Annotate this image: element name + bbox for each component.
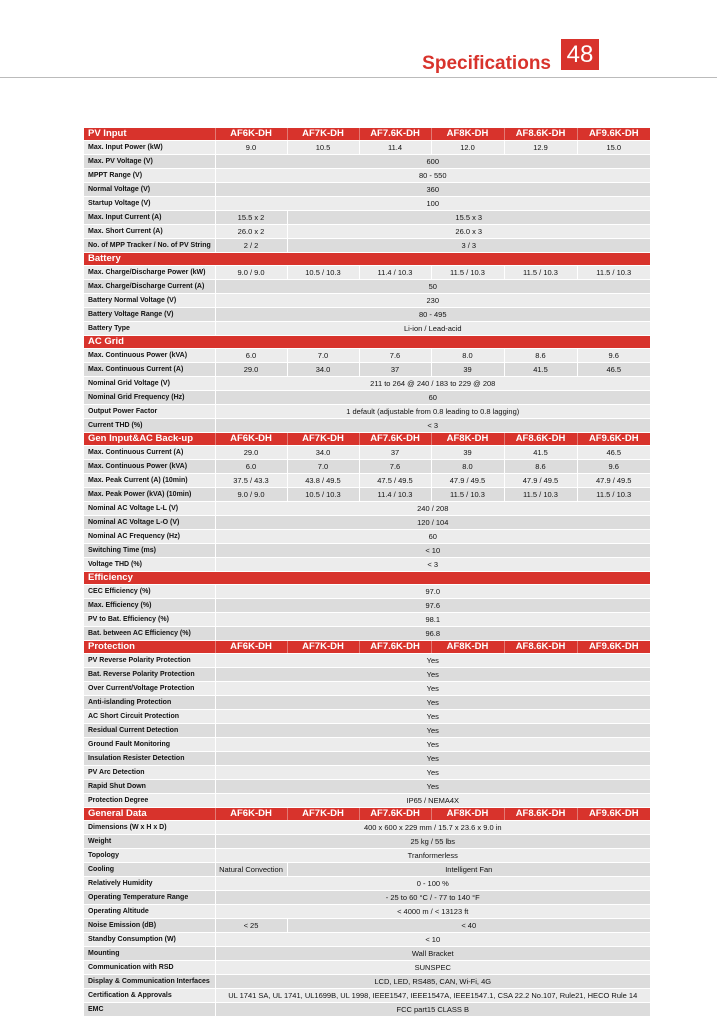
- spec-label: Topology: [84, 849, 215, 863]
- spec-row: [84, 183, 650, 197]
- spec-row: [84, 919, 650, 933]
- spec-label: Communication with RSD: [84, 961, 215, 975]
- spec-label: Max. Short Current (A): [84, 225, 215, 239]
- specifications-table: [84, 128, 650, 1017]
- spec-row: [84, 558, 650, 572]
- spec-label: No. of MPP Tracker / No. of PV String: [84, 239, 215, 253]
- spec-label: AC Short Circuit Protection: [84, 710, 215, 724]
- spec-row: [84, 225, 650, 239]
- spec-row: [84, 460, 650, 474]
- spec-value: Yes: [215, 668, 650, 682]
- spec-value: 37.5 / 43.3: [215, 474, 287, 488]
- spec-value: 15.5 x 2: [215, 211, 287, 225]
- spec-value: 39: [431, 363, 504, 377]
- spec-label: Max. Peak Current (A) (10min): [84, 474, 215, 488]
- spec-value: 7.6: [359, 349, 431, 363]
- spec-label: Rapid Shut Down: [84, 780, 215, 794]
- model-column-header: AF7.6K-DH: [359, 128, 431, 141]
- spec-value: 26.0 x 2: [215, 225, 287, 239]
- spec-value: 50: [215, 280, 650, 294]
- spec-value: FCC part15 CLASS B: [215, 1003, 650, 1017]
- spec-label: Switching Time (ms): [84, 544, 215, 558]
- spec-value: 7.0: [287, 460, 359, 474]
- spec-row: [84, 544, 650, 558]
- spec-value: 47.5 / 49.5: [359, 474, 431, 488]
- spec-row: [84, 696, 650, 710]
- spec-label: Normal Voltage (V): [84, 183, 215, 197]
- spec-value: < 10: [215, 544, 650, 558]
- spec-row: [84, 280, 650, 294]
- spec-value: 9.6: [577, 460, 650, 474]
- spec-label: PV to Bat. Efficiency (%): [84, 613, 215, 627]
- spec-row: [84, 239, 650, 253]
- spec-label: Battery Normal Voltage (V): [84, 294, 215, 308]
- spec-value: < 3: [215, 558, 650, 572]
- spec-value: Yes: [215, 710, 650, 724]
- spec-value: 8.0: [431, 349, 504, 363]
- model-column-header: AF7K-DH: [287, 641, 359, 654]
- spec-value: 60: [215, 530, 650, 544]
- spec-value: 26.0 x 3: [287, 225, 650, 239]
- spec-row: [84, 197, 650, 211]
- spec-value: 9.0 / 9.0: [215, 266, 287, 280]
- spec-value: 360: [215, 183, 650, 197]
- spec-row: [84, 516, 650, 530]
- spec-value: 37: [359, 446, 431, 460]
- spec-label: Max. Input Current (A): [84, 211, 215, 225]
- section-header-row: [84, 808, 650, 821]
- section-header-row: [84, 253, 650, 266]
- spec-label: CEC Efficiency (%): [84, 585, 215, 599]
- spec-value: 9.6: [577, 349, 650, 363]
- spec-value: 6.0: [215, 460, 287, 474]
- spec-label: Nominal AC Voltage L-O (V): [84, 516, 215, 530]
- spec-label: PV Arc Detection: [84, 766, 215, 780]
- spec-value: 25 kg / 55 lbs: [215, 835, 650, 849]
- spec-value: Intelligent Fan: [287, 863, 650, 877]
- spec-value: 211 to 264 @ 240 / 183 to 229 @ 208: [215, 377, 650, 391]
- spec-value: 15.0: [577, 141, 650, 155]
- spec-label: Operating Altitude: [84, 905, 215, 919]
- spec-value: 12.9: [504, 141, 577, 155]
- spec-value: < 10: [215, 933, 650, 947]
- spec-value: 10.5 / 10.3: [287, 488, 359, 502]
- spec-value: 98.1: [215, 613, 650, 627]
- spec-value: 11.5 / 10.3: [431, 266, 504, 280]
- spec-value: 96.8: [215, 627, 650, 641]
- section-header-fill: [215, 253, 650, 266]
- spec-value: 97.6: [215, 599, 650, 613]
- spec-value: 3 / 3: [287, 239, 650, 253]
- spec-row: [84, 961, 650, 975]
- spec-value: LCD, LED, RS485, CAN, Wi-Fi, 4G: [215, 975, 650, 989]
- spec-label: Max. Charge/Discharge Current (A): [84, 280, 215, 294]
- spec-label: Current THD (%): [84, 419, 215, 433]
- spec-value: 10.5 / 10.3: [287, 266, 359, 280]
- spec-row: [84, 835, 650, 849]
- spec-value: Natural Convection: [215, 863, 287, 877]
- model-column-header: AF9.6K-DH: [577, 128, 650, 141]
- model-column-header: AF8.6K-DH: [504, 433, 577, 446]
- spec-row: [84, 446, 650, 460]
- spec-row: [84, 211, 650, 225]
- model-column-header: AF8.6K-DH: [504, 641, 577, 654]
- spec-label: Nominal AC Voltage L-L (V): [84, 502, 215, 516]
- spec-value: 41.5: [504, 446, 577, 460]
- spec-label: Output Power Factor: [84, 405, 215, 419]
- model-column-header: AF6K-DH: [215, 433, 287, 446]
- spec-label: Startup Voltage (V): [84, 197, 215, 211]
- spec-label: Relatively Humidity: [84, 877, 215, 891]
- spec-row: [84, 710, 650, 724]
- spec-label: PV Reverse Polarity Protection: [84, 654, 215, 668]
- spec-label: Noise Emission (dB): [84, 919, 215, 933]
- model-column-header: AF8.6K-DH: [504, 808, 577, 821]
- spec-value: 97.0: [215, 585, 650, 599]
- spec-value: 11.5 / 10.3: [577, 266, 650, 280]
- spec-label: Weight: [84, 835, 215, 849]
- spec-value: < 40: [287, 919, 650, 933]
- section-title: General Data: [84, 808, 215, 821]
- spec-row: [84, 391, 650, 405]
- spec-value: 80 - 550: [215, 169, 650, 183]
- model-column-header: AF7K-DH: [287, 128, 359, 141]
- section-header-row: [84, 128, 650, 141]
- spec-row: [84, 738, 650, 752]
- page-number-badge: 48: [561, 39, 599, 70]
- model-column-header: AF7K-DH: [287, 808, 359, 821]
- spec-value: Yes: [215, 780, 650, 794]
- spec-value: 41.5: [504, 363, 577, 377]
- model-column-header: AF6K-DH: [215, 128, 287, 141]
- spec-row: [84, 849, 650, 863]
- spec-value: - 25 to 60 °C / - 77 to 140 °F: [215, 891, 650, 905]
- spec-row: [84, 863, 650, 877]
- spec-label: Nominal Grid Voltage (V): [84, 377, 215, 391]
- spec-value: 120 / 104: [215, 516, 650, 530]
- spec-value: < 25: [215, 919, 287, 933]
- spec-label: Protection Degree: [84, 794, 215, 808]
- spec-value: 11.4 / 10.3: [359, 266, 431, 280]
- spec-label: Battery Voltage Range (V): [84, 308, 215, 322]
- spec-row: [84, 474, 650, 488]
- header-divider: [0, 77, 717, 78]
- model-column-header: AF9.6K-DH: [577, 808, 650, 821]
- section-header-fill: [215, 336, 650, 349]
- section-title: Battery: [84, 253, 215, 266]
- spec-row: [84, 877, 650, 891]
- spec-value: 29.0: [215, 363, 287, 377]
- spec-label: Mounting: [84, 947, 215, 961]
- spec-value: Tranformerless: [215, 849, 650, 863]
- spec-value: 8.6: [504, 460, 577, 474]
- spec-value: < 3: [215, 419, 650, 433]
- spec-label: Bat. Reverse Polarity Protection: [84, 668, 215, 682]
- model-column-header: AF6K-DH: [215, 808, 287, 821]
- spec-label: Insulation Resister Detection: [84, 752, 215, 766]
- spec-value: Wall Bracket: [215, 947, 650, 961]
- spec-value: 9.0 / 9.0: [215, 488, 287, 502]
- spec-value: IP65 / NEMA4X: [215, 794, 650, 808]
- spec-row: [84, 266, 650, 280]
- model-column-header: AF7.6K-DH: [359, 433, 431, 446]
- spec-value: < 4000 m / < 13123 ft: [215, 905, 650, 919]
- spec-row: [84, 794, 650, 808]
- spec-row: [84, 780, 650, 794]
- spec-row: [84, 947, 650, 961]
- spec-row: [84, 891, 650, 905]
- spec-value: 6.0: [215, 349, 287, 363]
- spec-value: 10.5: [287, 141, 359, 155]
- spec-label: Nominal AC Frequency (Hz): [84, 530, 215, 544]
- page-title: Specifications: [422, 53, 551, 74]
- spec-label: MPPT Range (V): [84, 169, 215, 183]
- spec-value: 34.0: [287, 446, 359, 460]
- section-header-row: [84, 572, 650, 585]
- spec-value: 600: [215, 155, 650, 169]
- spec-label: Over Current/Voltage Protection: [84, 682, 215, 696]
- spec-value: 60: [215, 391, 650, 405]
- section-title: AC Grid: [84, 336, 215, 349]
- spec-row: [84, 821, 650, 835]
- spec-row: [84, 766, 650, 780]
- spec-row: [84, 377, 650, 391]
- section-header-row: [84, 433, 650, 446]
- model-column-header: AF8.6K-DH: [504, 128, 577, 141]
- model-column-header: AF9.6K-DH: [577, 433, 650, 446]
- spec-row: [84, 349, 650, 363]
- spec-value: 9.0: [215, 141, 287, 155]
- spec-row: [84, 682, 650, 696]
- section-title: Gen Input&AC Back-up: [84, 433, 215, 446]
- spec-value: 11.5 / 10.3: [431, 488, 504, 502]
- model-column-header: AF7.6K-DH: [359, 808, 431, 821]
- spec-label: Max. Continuous Current (A): [84, 446, 215, 460]
- spec-value: 43.8 / 49.5: [287, 474, 359, 488]
- spec-label: Cooling: [84, 863, 215, 877]
- section-title: Efficiency: [84, 572, 215, 585]
- spec-row: [84, 405, 650, 419]
- spec-value: 11.5 / 10.3: [504, 266, 577, 280]
- spec-value: Yes: [215, 682, 650, 696]
- spec-row: [84, 502, 650, 516]
- spec-value: Yes: [215, 738, 650, 752]
- spec-row: [84, 975, 650, 989]
- spec-label: Voltage THD (%): [84, 558, 215, 572]
- spec-row: [84, 905, 650, 919]
- spec-label: Nominal Grid Frequency (Hz): [84, 391, 215, 405]
- spec-value: Yes: [215, 696, 650, 710]
- spec-label: Max. Continuous Power (kVA): [84, 349, 215, 363]
- spec-value: 8.6: [504, 349, 577, 363]
- spec-value: Yes: [215, 724, 650, 738]
- spec-value: Yes: [215, 766, 650, 780]
- spec-value: 7.6: [359, 460, 431, 474]
- model-column-header: AF8K-DH: [431, 433, 504, 446]
- spec-label: Ground Fault Monitoring: [84, 738, 215, 752]
- spec-label: Standby Consumption (W): [84, 933, 215, 947]
- spec-value: 29.0: [215, 446, 287, 460]
- spec-label: EMC: [84, 1003, 215, 1017]
- model-column-header: AF7K-DH: [287, 433, 359, 446]
- spec-row: [84, 654, 650, 668]
- spec-row: [84, 419, 650, 433]
- spec-row: [84, 752, 650, 766]
- spec-value: 34.0: [287, 363, 359, 377]
- spec-row: [84, 363, 650, 377]
- spec-value: 39: [431, 446, 504, 460]
- spec-value: 0 - 100 %: [215, 877, 650, 891]
- spec-value: Yes: [215, 654, 650, 668]
- spec-label: Operating Temperature Range: [84, 891, 215, 905]
- spec-value: 11.5 / 10.3: [577, 488, 650, 502]
- spec-value: Yes: [215, 752, 650, 766]
- spec-label: Bat. between AC Efficiency (%): [84, 627, 215, 641]
- model-column-header: AF7.6K-DH: [359, 641, 431, 654]
- section-header-row: [84, 641, 650, 654]
- model-column-header: AF6K-DH: [215, 641, 287, 654]
- spec-row: [84, 1003, 650, 1017]
- spec-label: Max. PV Voltage (V): [84, 155, 215, 169]
- model-column-header: AF9.6K-DH: [577, 641, 650, 654]
- spec-row: [84, 989, 650, 1003]
- spec-value: 11.4: [359, 141, 431, 155]
- spec-value: 11.4 / 10.3: [359, 488, 431, 502]
- spec-value: 8.0: [431, 460, 504, 474]
- spec-row: [84, 169, 650, 183]
- spec-value: 46.5: [577, 446, 650, 460]
- spec-value: 47.9 / 49.5: [577, 474, 650, 488]
- spec-label: Certification & Approvals: [84, 989, 215, 1003]
- spec-value: 47.9 / 49.5: [431, 474, 504, 488]
- spec-label: Max. Peak Power (kVA) (10min): [84, 488, 215, 502]
- section-title: PV Input: [84, 128, 215, 141]
- spec-label: Dimensions (W x H x D): [84, 821, 215, 835]
- model-column-header: AF8K-DH: [431, 808, 504, 821]
- spec-label: Battery Type: [84, 322, 215, 336]
- model-column-header: AF8K-DH: [431, 128, 504, 141]
- spec-value: 400 x 600 x 229 mm / 15.7 x 23.6 x 9.0 in: [215, 821, 650, 835]
- spec-row: [84, 627, 650, 641]
- spec-value: 7.0: [287, 349, 359, 363]
- spec-value: 1 default (adjustable from 0.8 leading to 0.8 lagging): [215, 405, 650, 419]
- spec-label: Display & Communication Interfaces: [84, 975, 215, 989]
- spec-label: Max. Input Power (kW): [84, 141, 215, 155]
- spec-value: 100: [215, 197, 650, 211]
- spec-row: [84, 668, 650, 682]
- spec-row: [84, 322, 650, 336]
- spec-row: [84, 585, 650, 599]
- spec-row: [84, 294, 650, 308]
- spec-value: 11.5 / 10.3: [504, 488, 577, 502]
- spec-label: Anti-islanding Protection: [84, 696, 215, 710]
- spec-row: [84, 933, 650, 947]
- spec-label: Max. Continuous Power (kVA): [84, 460, 215, 474]
- model-column-header: AF8K-DH: [431, 641, 504, 654]
- spec-label: Max. Continuous Current (A): [84, 363, 215, 377]
- spec-value: 80 - 495: [215, 308, 650, 322]
- spec-row: [84, 530, 650, 544]
- spec-value: 37: [359, 363, 431, 377]
- section-header-row: [84, 336, 650, 349]
- spec-row: [84, 599, 650, 613]
- spec-label: Max. Charge/Discharge Power (kW): [84, 266, 215, 280]
- spec-value: 12.0: [431, 141, 504, 155]
- spec-row: [84, 613, 650, 627]
- spec-row: [84, 155, 650, 169]
- section-title: Protection: [84, 641, 215, 654]
- spec-value: 230: [215, 294, 650, 308]
- spec-row: [84, 724, 650, 738]
- spec-value: SUNSPEC: [215, 961, 650, 975]
- spec-value: 15.5 x 3: [287, 211, 650, 225]
- spec-value: Li-ion / Lead-acid: [215, 322, 650, 336]
- spec-value: 47.9 / 49.5: [504, 474, 577, 488]
- spec-value: UL 1741 SA, UL 1741, UL1699B, UL 1998, IEEE1547, IEEE1547A, IEEE1547.1, CSA 22.2 No.107, Rule21, HECO Rule 14: [215, 989, 650, 1003]
- spec-label: Max. Efficiency (%): [84, 599, 215, 613]
- spec-row: [84, 308, 650, 322]
- section-header-fill: [215, 572, 650, 585]
- spec-row: [84, 141, 650, 155]
- spec-value: 46.5: [577, 363, 650, 377]
- spec-row: [84, 488, 650, 502]
- spec-label: Residual Current Detection: [84, 724, 215, 738]
- spec-value: 2 / 2: [215, 239, 287, 253]
- page-header: [0, 0, 717, 80]
- spec-value: 240 / 208: [215, 502, 650, 516]
